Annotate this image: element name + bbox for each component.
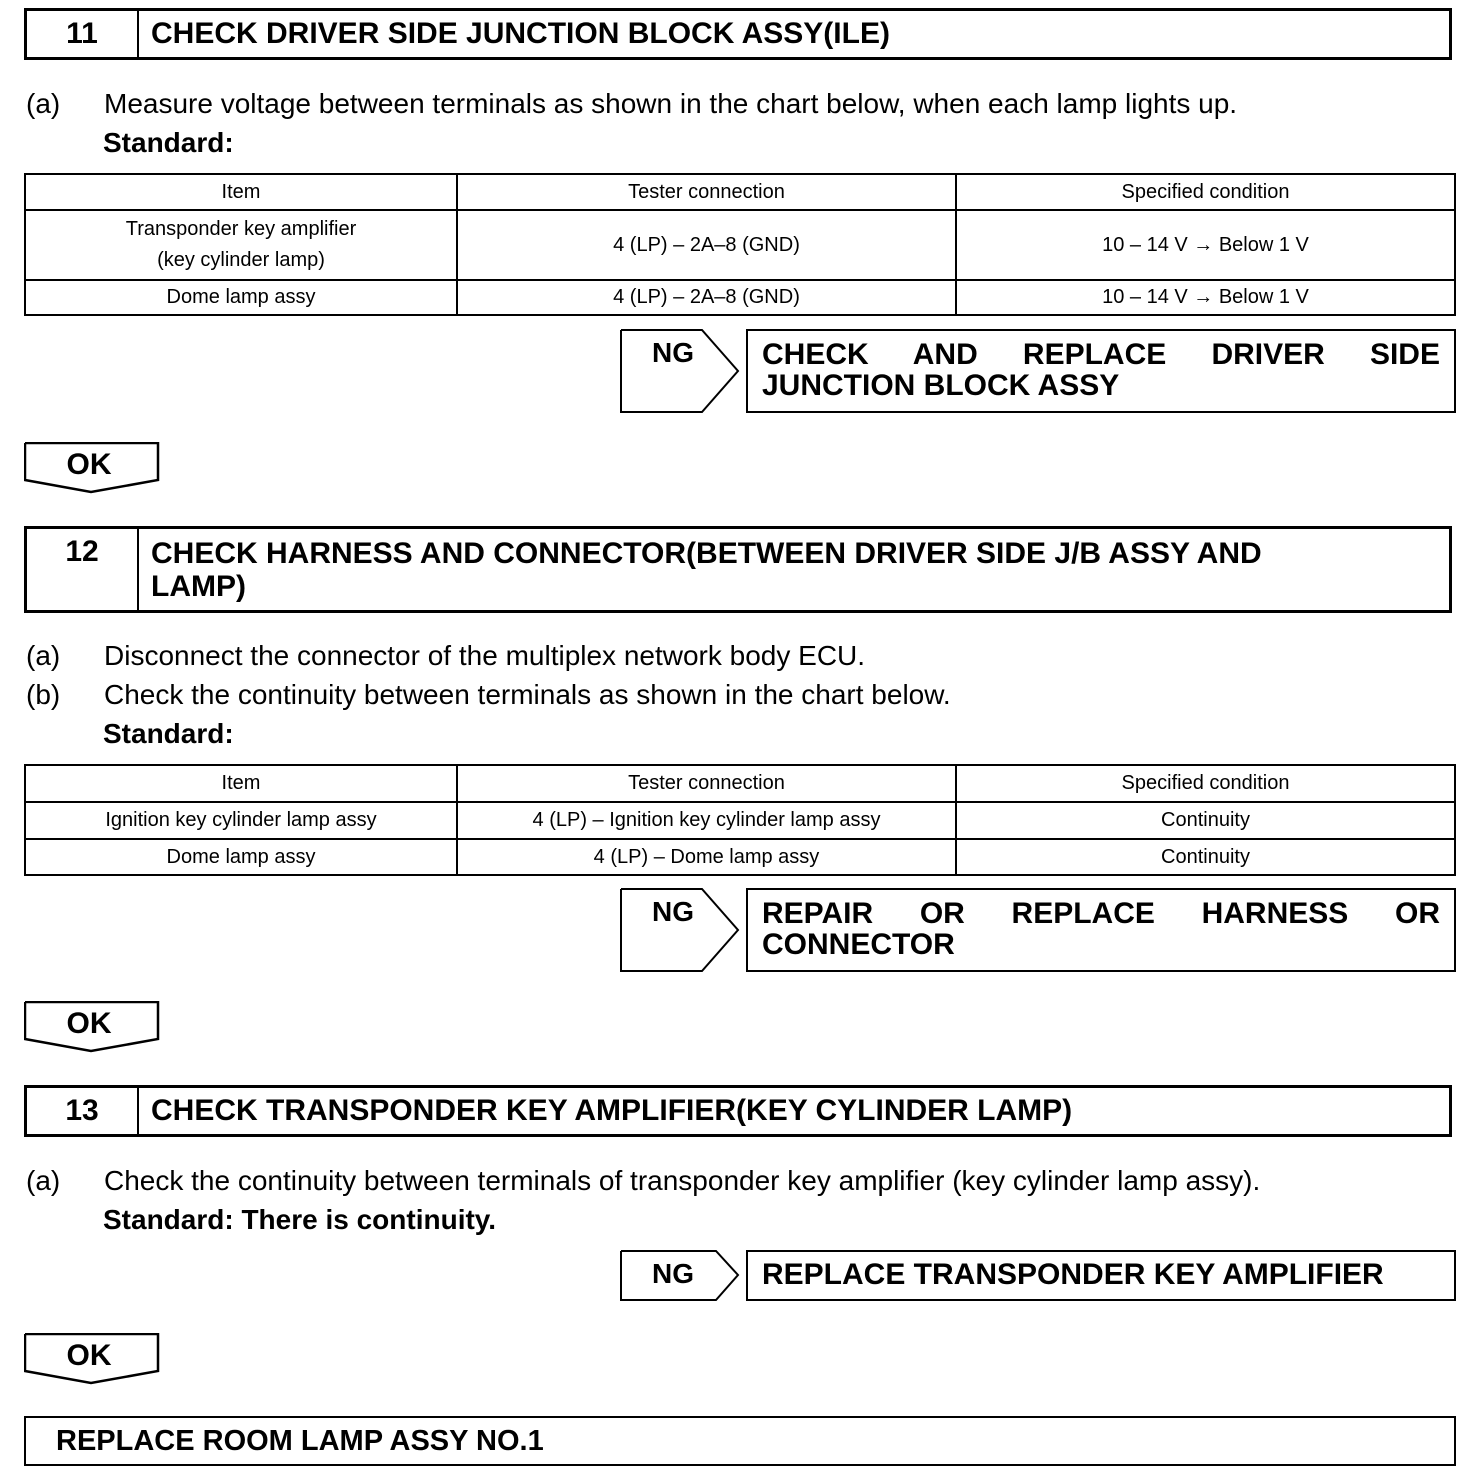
instruction-text: Check the continuity between terminals of transponder key amplifier (key cylinder lamp assy). — [104, 1165, 1261, 1196]
standard-label: Standard: — [103, 718, 234, 749]
col-header-condition: Specified condition — [956, 765, 1455, 802]
cell-condition: 10 – 14 V → Below 1 V — [956, 210, 1455, 280]
step-11-header — [24, 8, 1452, 60]
step-title: CHECK TRANSPONDER KEY AMPLIFIER(KEY CYLINDER LAMP) — [151, 1094, 1073, 1127]
ok-branch-13[interactable] — [24, 1333, 160, 1385]
final-action-box: REPLACE ROOM LAMP ASSY NO.1 — [24, 1416, 1456, 1466]
instruction-text: Measure voltage between terminals as shown in the chart below, when each lamp lights up. — [104, 88, 1238, 119]
col-header-item: Item — [25, 174, 457, 210]
instruction-text: Disconnect the connector of the multiplex network body ECU. — [104, 640, 866, 671]
instruction-label: (b) — [26, 679, 61, 710]
table-row — [25, 839, 1455, 875]
ok-label: OK — [66, 1007, 112, 1040]
ng-action-box: CHECK AND REPLACE DRIVER SIDE JUNCTION BLOCK ASSY — [746, 329, 1456, 413]
cell-item: Dome lamp assy — [25, 839, 457, 875]
instruction-b — [26, 679, 1426, 713]
cell-item: Dome lamp assy — [25, 280, 457, 315]
table-header-row — [25, 174, 1455, 210]
cell-condition: Continuity — [956, 802, 1455, 839]
ng-branch-12[interactable] — [620, 888, 1456, 972]
col-header-connection: Tester connection — [457, 765, 956, 802]
ng-action-box: REPLACE TRANSPONDER KEY AMPLIFIER — [746, 1250, 1456, 1301]
instruction-a — [26, 640, 1426, 674]
title-line: LAMP) — [151, 570, 246, 603]
instruction-label: (a) — [26, 1165, 61, 1196]
ok-label: OK — [66, 1339, 112, 1372]
step-12-header — [24, 526, 1452, 613]
ng-branch-11[interactable] — [620, 329, 1456, 413]
step-title: CHECK DRIVER SIDE JUNCTION BLOCK ASSY(ILE) — [151, 17, 890, 50]
table-row — [25, 280, 1455, 315]
table-row — [25, 802, 1455, 839]
standard-label: Standard: There is continuity. — [103, 1204, 497, 1235]
cell-connection: 4 (LP) – Dome lamp assy — [457, 839, 956, 875]
cell-condition: Continuity — [956, 839, 1455, 875]
step-number: 13 — [27, 1088, 139, 1134]
col-header-item: Item — [25, 765, 457, 802]
instruction-label: (a) — [26, 88, 61, 119]
ok-label: OK — [66, 448, 112, 481]
item-line: Transponder key amplifier — [125, 218, 357, 240]
cell-connection: 4 (LP) – Ignition key cylinder lamp assy — [457, 802, 956, 839]
spec-table-11 — [24, 173, 1456, 316]
cell-item: Ignition key cylinder lamp assy — [25, 802, 457, 839]
standard-label: Standard: — [103, 127, 234, 158]
instruction-label: (a) — [26, 640, 61, 671]
ng-action-box: REPAIR OR REPLACE HARNESS OR CONNECTOR — [746, 888, 1456, 972]
col-header-condition: Specified condition — [956, 174, 1455, 210]
ng-branch-13[interactable] — [620, 1250, 1456, 1301]
ok-branch-11[interactable] — [24, 442, 160, 494]
ng-label: NG — [652, 1258, 694, 1289]
item-line: (key cylinder lamp) — [157, 249, 325, 271]
table-header-row — [25, 765, 1455, 802]
instruction-text: Check the continuity between terminals as shown in the chart below. — [104, 679, 951, 710]
cell-connection: 4 (LP) – 2A–8 (GND) — [457, 210, 956, 280]
col-header-connection: Tester connection — [457, 174, 956, 210]
cell-item — [25, 210, 457, 280]
title-line: CHECK HARNESS AND CONNECTOR(BETWEEN DRIVER SIDE J/B ASSY AND — [151, 537, 1262, 570]
instruction-a — [26, 1165, 1446, 1199]
step-title — [139, 529, 1449, 610]
ng-label: NG — [652, 337, 694, 368]
spec-table-12 — [24, 764, 1456, 876]
step-number: 11 — [27, 11, 139, 57]
step-number: 12 — [27, 529, 139, 610]
cell-condition: 10 – 14 V → Below 1 V — [956, 280, 1455, 315]
instruction-a — [26, 88, 1426, 122]
cell-connection: 4 (LP) – 2A–8 (GND) — [457, 280, 956, 315]
ok-branch-12[interactable] — [24, 1001, 160, 1053]
step-13-header — [24, 1085, 1452, 1137]
table-row — [25, 210, 1455, 280]
ng-label: NG — [652, 896, 694, 927]
